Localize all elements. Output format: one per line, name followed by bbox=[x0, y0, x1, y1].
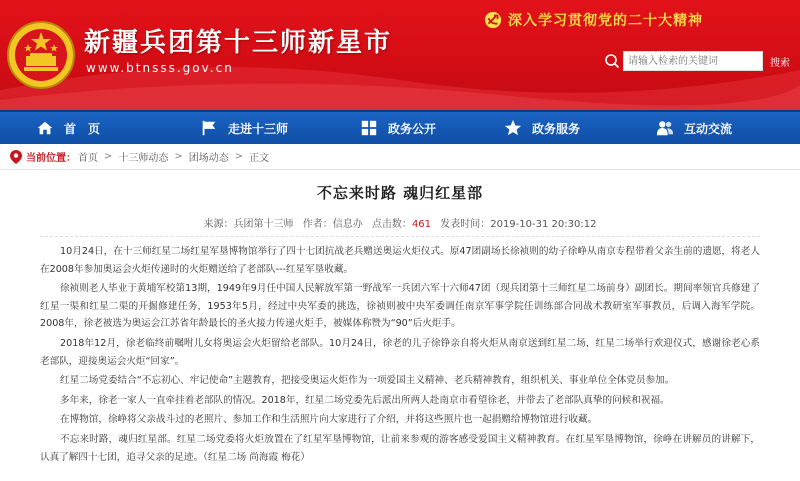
site-title: 新疆兵团第十三师新星市 bbox=[84, 28, 393, 58]
article-paragraph: 红星二场党委结合“不忘初心、牢记使命”主题教育，把接受奥运火炬作为一项爱国主义精神、老兵精神教育，组织机关、事业单位全体党员参加。 bbox=[60, 375, 675, 387]
meta-time: 2019-10-31 20:30:12 bbox=[490, 219, 597, 230]
meta-source: 兵团第十三师 bbox=[233, 219, 294, 230]
home-icon bbox=[36, 119, 54, 137]
breadcrumb-separator: > bbox=[234, 151, 244, 162]
nav-item-interaction[interactable] bbox=[656, 112, 786, 144]
nav-item-home[interactable] bbox=[36, 112, 186, 144]
meta-views-count: 461 bbox=[411, 219, 432, 230]
flag-icon bbox=[200, 119, 218, 137]
meta-author: 信息办 bbox=[332, 219, 363, 230]
national-emblem-icon bbox=[6, 20, 76, 90]
breadcrumb-separator: > bbox=[174, 151, 183, 162]
location-pin-icon bbox=[10, 150, 22, 164]
main-nav bbox=[0, 110, 800, 144]
nav-item-label: 政务服务 bbox=[532, 121, 581, 136]
nav-item-about[interactable] bbox=[200, 112, 360, 144]
article-paragraph: 不忘来时路，魂归红星部。红星二场党委将火炬放置在了红星军垦博物馆，让前来参观的游客感受爱国主义精神教育。在红星军垦博物馆，徐峥在讲解员的讲解下，认真了解四十七团，追寻父亲的足迹。（红星二场 尚海霞 梅花） bbox=[40, 433, 760, 463]
article-paragraph: 2018年12月，徐老临终前嘱咐儿女将奥运会火炬留给老部队。10月24日，徐老的儿子徐铮亲自将火炬从南京送到红星二场，红星二场举行欢迎仪式，感谢徐老心系老部队，迎接奥运会火炬“回家”。 bbox=[40, 337, 760, 367]
site-header bbox=[0, 0, 800, 110]
site-url: www.btnsss.gov.cn bbox=[86, 61, 234, 75]
breadcrumb-regiment-news-link[interactable]: 团场动态 bbox=[188, 153, 229, 164]
breadcrumb-division-news-link[interactable]: 十三师动态 bbox=[118, 153, 169, 164]
nav-item-label: 走进十三师 bbox=[228, 121, 289, 136]
meta-source-label: 来源： bbox=[203, 219, 234, 230]
article-paragraph: 在博物馆，徐峥将父亲战斗过的老照片、参加工作和生活照片向大家进行了介绍，并将这些照片也一起捐赠给博物馆进行收藏。 bbox=[60, 414, 598, 426]
breadcrumb-current: 正文 bbox=[249, 153, 270, 164]
nav-item-label: 首 页 bbox=[64, 121, 101, 136]
party-emblem-icon bbox=[484, 11, 502, 29]
article-title: 不忘来时路 魂归红星部 bbox=[316, 184, 484, 202]
nav-item-label: 互动交流 bbox=[684, 121, 733, 136]
meta-time-label: 发表时间： bbox=[440, 219, 491, 230]
search-input[interactable] bbox=[623, 51, 763, 71]
people-icon bbox=[656, 119, 674, 137]
article-paragraph: 多年来，徐老一家人一直牵挂着老部队的情况。2018年，红星二场党委先后派出所两人赴南京市看望徐老，并带去了老部队真挚的问候和祝福。 bbox=[60, 394, 670, 406]
breadcrumb bbox=[0, 144, 800, 170]
meta-views-label: 点击数： bbox=[371, 219, 412, 230]
slogan-banner[interactable] bbox=[484, 10, 703, 30]
search-box bbox=[604, 50, 794, 72]
article-paragraph: 10月24日，在十三师红星二场红星军垦博物馆举行了四十七团抗战老兵赠送奥运火炬仪式。原47团副场长徐祯则的幼子徐峥从南京专程带着父亲生前的遗愿，将老人在2008年参加奥运会火炬传递时的火炬赠送给了老部队---红星军垦收藏。 bbox=[40, 246, 760, 275]
search-button[interactable]: 搜索 bbox=[770, 57, 790, 69]
breadcrumb-label: 当前位置： bbox=[26, 153, 76, 164]
breadcrumb-separator: > bbox=[104, 151, 113, 162]
meta-author-label: 作者： bbox=[302, 219, 333, 230]
grid-icon bbox=[360, 119, 378, 137]
nav-item-gov-services[interactable] bbox=[504, 112, 656, 144]
nav-item-gov-affairs[interactable] bbox=[360, 112, 504, 144]
star-icon bbox=[504, 119, 522, 137]
article-paragraph: 徐祯则老人毕业于黄埔军校第13期，1949年9月任中国人民解放军第一野战军一兵团六军十六师47团（现兵团第十三师红星二场前身）副团长。期间率领官兵修建了红星一渠和红星二渠的开掘修建任务，1953年5月，经过中央军委的挑选，徐祯则被中央军委调任南京军事学院任训练部合同战术教研室军事教员，后调入海军学院。2008年，徐老被选为奥运会江苏省年龄最长的圣火接力传递火炬手，被媒体称赞为“90”后火炬手。 bbox=[40, 283, 760, 330]
slogan-text: 深入学习贯彻党的二十大精神 bbox=[508, 13, 703, 29]
article-body bbox=[0, 237, 800, 466]
nav-item-label: 政务公开 bbox=[388, 121, 437, 136]
breadcrumb-home-link[interactable]: 首页 bbox=[78, 153, 98, 164]
search-icon bbox=[604, 53, 620, 69]
article-meta bbox=[40, 215, 760, 237]
